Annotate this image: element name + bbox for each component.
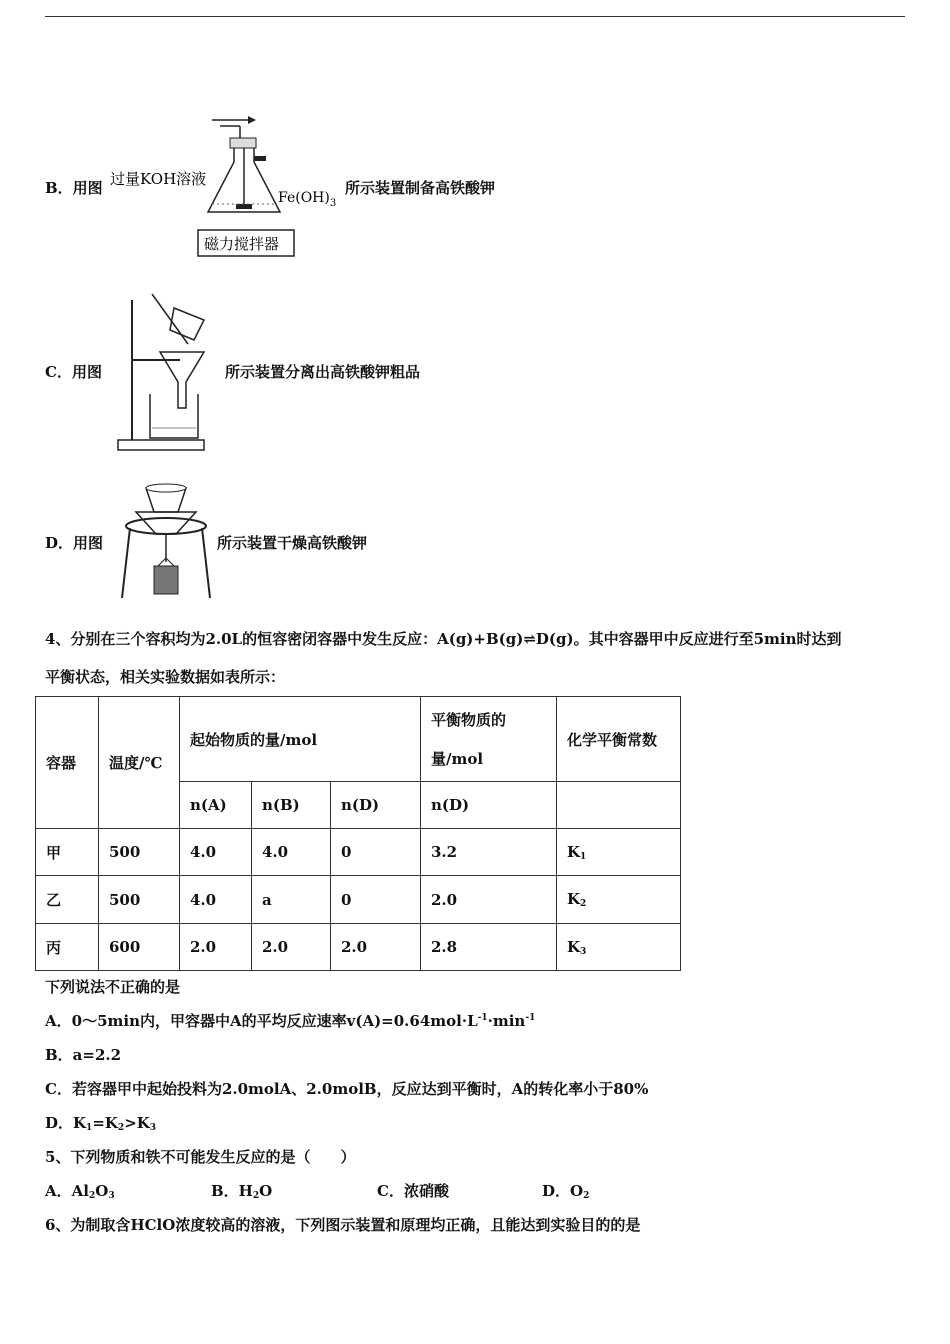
cell-nB: 4.0 bbox=[252, 829, 331, 876]
cell-eq-nD: 2.8 bbox=[421, 924, 557, 971]
cell-k-sub: 3 bbox=[580, 946, 587, 957]
cell-k-symbol: K bbox=[567, 842, 581, 861]
cell-k-symbol: K bbox=[567, 890, 581, 908]
q4-option-a-text: A．0～5min内，甲容器中A的平均反应速率v(A)=0.64mol·L bbox=[45, 1012, 478, 1030]
subheader-nB: n(B) bbox=[252, 782, 331, 829]
cell-nD: 2.0 bbox=[331, 924, 421, 971]
cell-temp: 500 bbox=[99, 876, 180, 924]
q4-d-sub1: 1 bbox=[86, 1123, 93, 1133]
cell-nD: 0 bbox=[331, 876, 421, 924]
header-equilibrium-constant: 化学平衡常数 bbox=[557, 697, 681, 782]
table-row bbox=[36, 876, 681, 924]
feoh-label: Fe(OH) bbox=[278, 190, 330, 206]
svg-text:Fe(OH)3 bbox=[278, 190, 336, 209]
header-initial-amount: 起始物质的量/mol bbox=[180, 697, 421, 782]
q4-option-b: B．a=2.2 bbox=[45, 1046, 122, 1064]
cell-k-sub: 1 bbox=[580, 851, 587, 862]
q5-option-b bbox=[211, 1180, 272, 1201]
header-equilibrium-amount bbox=[421, 697, 557, 782]
filtration-apparatus-figure bbox=[112, 290, 222, 455]
cell-k bbox=[557, 924, 681, 971]
table-row bbox=[36, 829, 681, 876]
q5-option-c: C．浓硝酸 bbox=[377, 1182, 449, 1200]
header-rule bbox=[45, 16, 905, 17]
option-b bbox=[45, 177, 103, 198]
drying-apparatus-figure bbox=[118, 482, 218, 600]
q5-d-sub1: 2 bbox=[583, 1191, 590, 1201]
q5-stem: 5、下列物质和铁不可能发生反应的是（ ） bbox=[45, 1148, 356, 1166]
cell-nA: 2.0 bbox=[180, 924, 252, 971]
option-b-suffix: 所示装置制备高铁酸钾 bbox=[345, 179, 496, 197]
q4-line1: 4、分别在三个容积均为2.0L的恒容密闭容器中发生反应：A(g)+B(g)⇌D(g)。其中容器甲中反应进行至5min时达到 bbox=[45, 630, 842, 648]
q4-option-a-mid: ·min bbox=[487, 1012, 526, 1030]
q4-d-part1: D．K bbox=[45, 1114, 87, 1132]
header-eq-line2: 量/mol bbox=[431, 750, 484, 768]
cell-eq-nD: 2.0 bbox=[421, 876, 557, 924]
koh-label: 过量KOH溶液 bbox=[110, 170, 207, 188]
subheader-nA: n(A) bbox=[180, 782, 252, 829]
q5-a-part1: A．Al bbox=[45, 1182, 89, 1200]
q5-a-part2: O bbox=[95, 1182, 109, 1200]
q4-d-part3: >K bbox=[124, 1114, 150, 1132]
q4-option-a-sup1: -1 bbox=[477, 1013, 488, 1023]
cell-nB: a bbox=[252, 876, 331, 924]
cell-temp: 600 bbox=[99, 924, 180, 971]
q5-b-part2: O bbox=[259, 1182, 273, 1200]
cell-container: 甲 bbox=[36, 829, 99, 876]
q4-d-part2: =K bbox=[92, 1114, 118, 1132]
cell-container: 乙 bbox=[36, 876, 99, 924]
header-temperature: 温度/℃ bbox=[99, 697, 180, 829]
cell-k-symbol: K bbox=[567, 937, 581, 956]
cell-nA: 4.0 bbox=[180, 829, 252, 876]
q4-prompt: 下列说法不正确的是 bbox=[45, 978, 181, 996]
q4-option-d bbox=[45, 1112, 156, 1133]
subheader-empty bbox=[557, 782, 681, 829]
subheader-nD: n(D) bbox=[331, 782, 421, 829]
q5-b-part1: B．H bbox=[211, 1182, 253, 1200]
cell-nD: 0 bbox=[331, 829, 421, 876]
cell-temp: 500 bbox=[99, 829, 180, 876]
cell-k-sub: 2 bbox=[580, 899, 587, 909]
q4-option-a-sup2: -1 bbox=[525, 1013, 536, 1023]
cell-nA: 4.0 bbox=[180, 876, 252, 924]
q5-option-d bbox=[542, 1180, 589, 1201]
cell-eq-nD: 3.2 bbox=[421, 829, 557, 876]
q4-option-c: C．若容器甲中起始投料为2.0molA、2.0molB，反应达到平衡时，A的转化率小于80% bbox=[45, 1080, 649, 1098]
cell-k bbox=[557, 876, 681, 924]
q5-option-a bbox=[45, 1180, 115, 1201]
subheader-eq-nD: n(D) bbox=[421, 782, 557, 829]
q5-b-sub1: 2 bbox=[252, 1191, 260, 1201]
stirring-apparatus-figure bbox=[108, 112, 343, 258]
option-c-prefix: C．用图 bbox=[45, 363, 102, 381]
header-eq-line1: 平衡物质的 bbox=[431, 711, 507, 729]
q4-line2: 平衡状态，相关实验数据如表所示： bbox=[45, 668, 286, 686]
cell-container: 丙 bbox=[36, 924, 99, 971]
q4-d-sub3: 3 bbox=[149, 1123, 157, 1133]
q4-option-a bbox=[45, 1010, 535, 1031]
data-table bbox=[35, 696, 681, 971]
q5-d-part1: D．O bbox=[542, 1182, 584, 1200]
q4-d-sub2: 2 bbox=[117, 1123, 125, 1133]
option-d-suffix: 所示装置干燥高铁酸钾 bbox=[217, 534, 368, 552]
header-container: 容器 bbox=[36, 697, 99, 829]
q5-a-sub1: 2 bbox=[88, 1191, 96, 1201]
cell-nB: 2.0 bbox=[252, 924, 331, 971]
cell-k bbox=[557, 829, 681, 876]
option-b-prefix: B．用图 bbox=[45, 179, 103, 197]
table-row bbox=[36, 924, 681, 971]
option-d-prefix: D．用图 bbox=[45, 534, 104, 552]
q6-stem: 6、为制取含HClO浓度较高的溶液，下列图示装置和原理均正确，且能达到实验目的的是 bbox=[45, 1216, 641, 1234]
q5-a-sub2: 3 bbox=[108, 1191, 115, 1201]
feoh-subscript: 3 bbox=[329, 198, 337, 209]
stirrer-label: 磁力搅拌器 bbox=[204, 235, 280, 253]
option-c-suffix: 所示装置分离出高铁酸钾粗品 bbox=[225, 363, 421, 381]
